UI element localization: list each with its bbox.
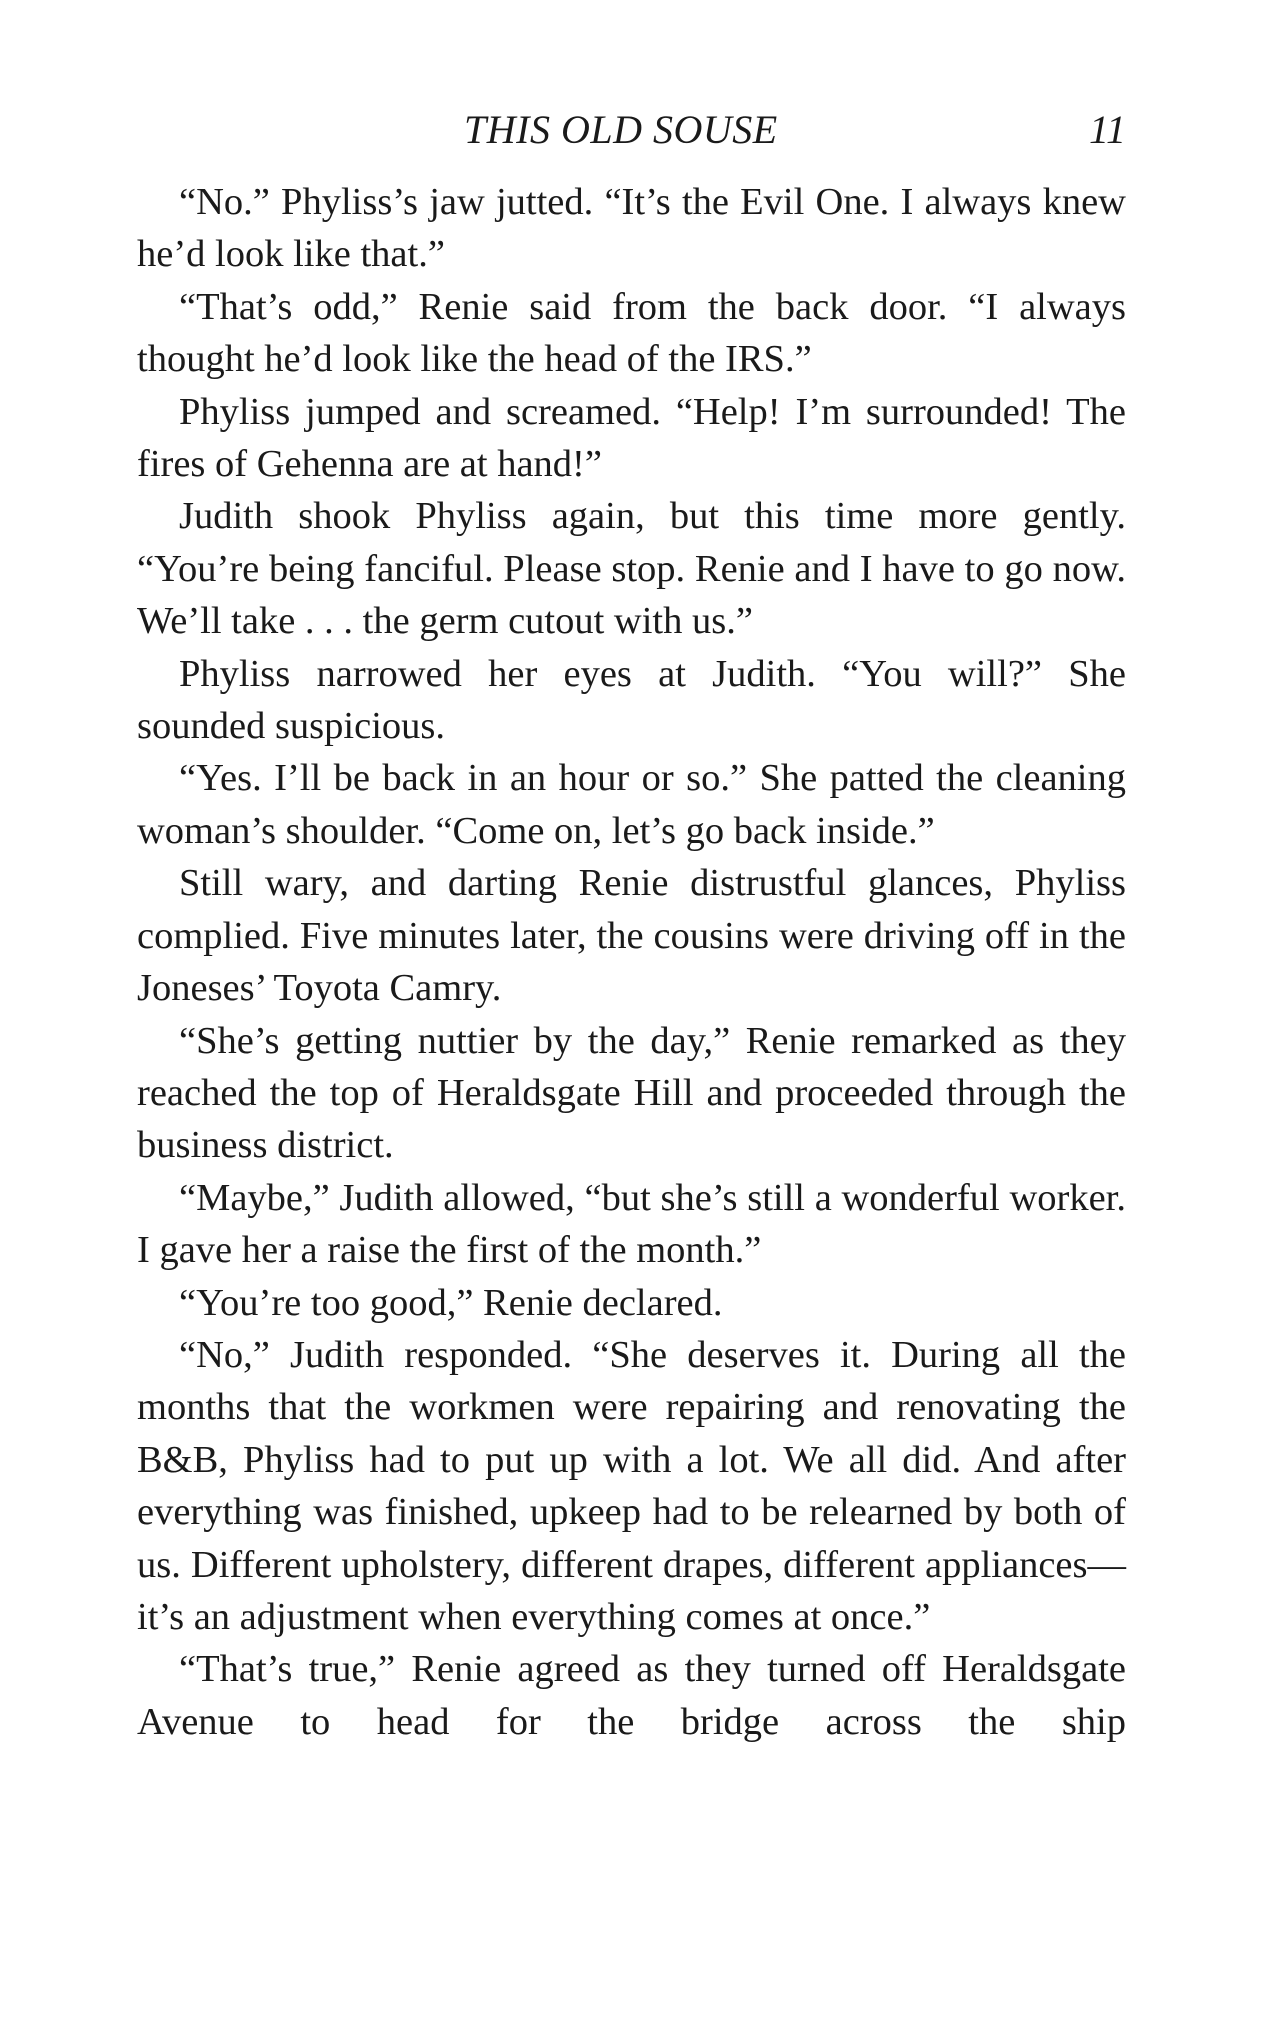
- paragraph: “You’re too good,” Renie declared.: [179, 1281, 723, 1324]
- paragraph: “No.” Phyliss’s jaw jutted. “It’s the Evil One. I always knew he’d look like that.”: [137, 181, 1126, 276]
- paragraph: “Yes. I’ll be back in an hour or so.” She patted the cleaning woman’s shoulder. “Come on, let’s go back inside.”: [137, 757, 1126, 852]
- paragraph: “No,” Judith responded. “She deserves it. During all the months that the workmen were repairing and renovating the B&B, Phyliss had to put up with a lot. We all did. And after everything was finished, upkeep had to be relearned by both of us. Different upholstery, different drapes, different appliances—it’s an adjustment when everything comes at once.”: [137, 1333, 1126, 1638]
- running-title: THIS OLD SOUSE: [464, 107, 778, 152]
- paragraph: “That’s true,” Renie agreed as they turned off Heraldsgate Avenue to head for the bridge across the ship: [137, 1648, 1126, 1743]
- paragraph: “That’s odd,” Renie said from the back door. “I always thought he’d look like the head of the IRS.”: [137, 285, 1126, 381]
- paragraph: “Maybe,” Judith allowed, “but she’s still a wonderful worker. I gave her a raise the first of the month.”: [137, 1176, 1126, 1272]
- paragraph: “She’s getting nuttier by the day,” Renie remarked as they reached the top of Heraldsgate Hill and proceeded through the business district.: [137, 1019, 1126, 1167]
- page-number: 11: [1088, 107, 1126, 152]
- body-text: [137, 176, 1126, 1748]
- paragraph: Still wary, and darting Renie distrustful glances, Phyliss complied. Five minutes later, the cousins were driving off in the Joneses’ Toyota Camry.: [137, 862, 1126, 1010]
- paragraph: Phyliss narrowed her eyes at Judith. “You will?” She sounded suspicious.: [137, 652, 1126, 748]
- running-head: [137, 104, 1126, 156]
- paragraph: Judith shook Phyliss again, but this time more gently. “You’re being fanciful. Please stop. Renie and I have to go now. We’ll take . . . the germ cutout with us.”: [137, 495, 1126, 643]
- paragraph: Phyliss jumped and screamed. “Help! I’m surrounded! The fires of Gehenna are at hand!”: [137, 390, 1126, 486]
